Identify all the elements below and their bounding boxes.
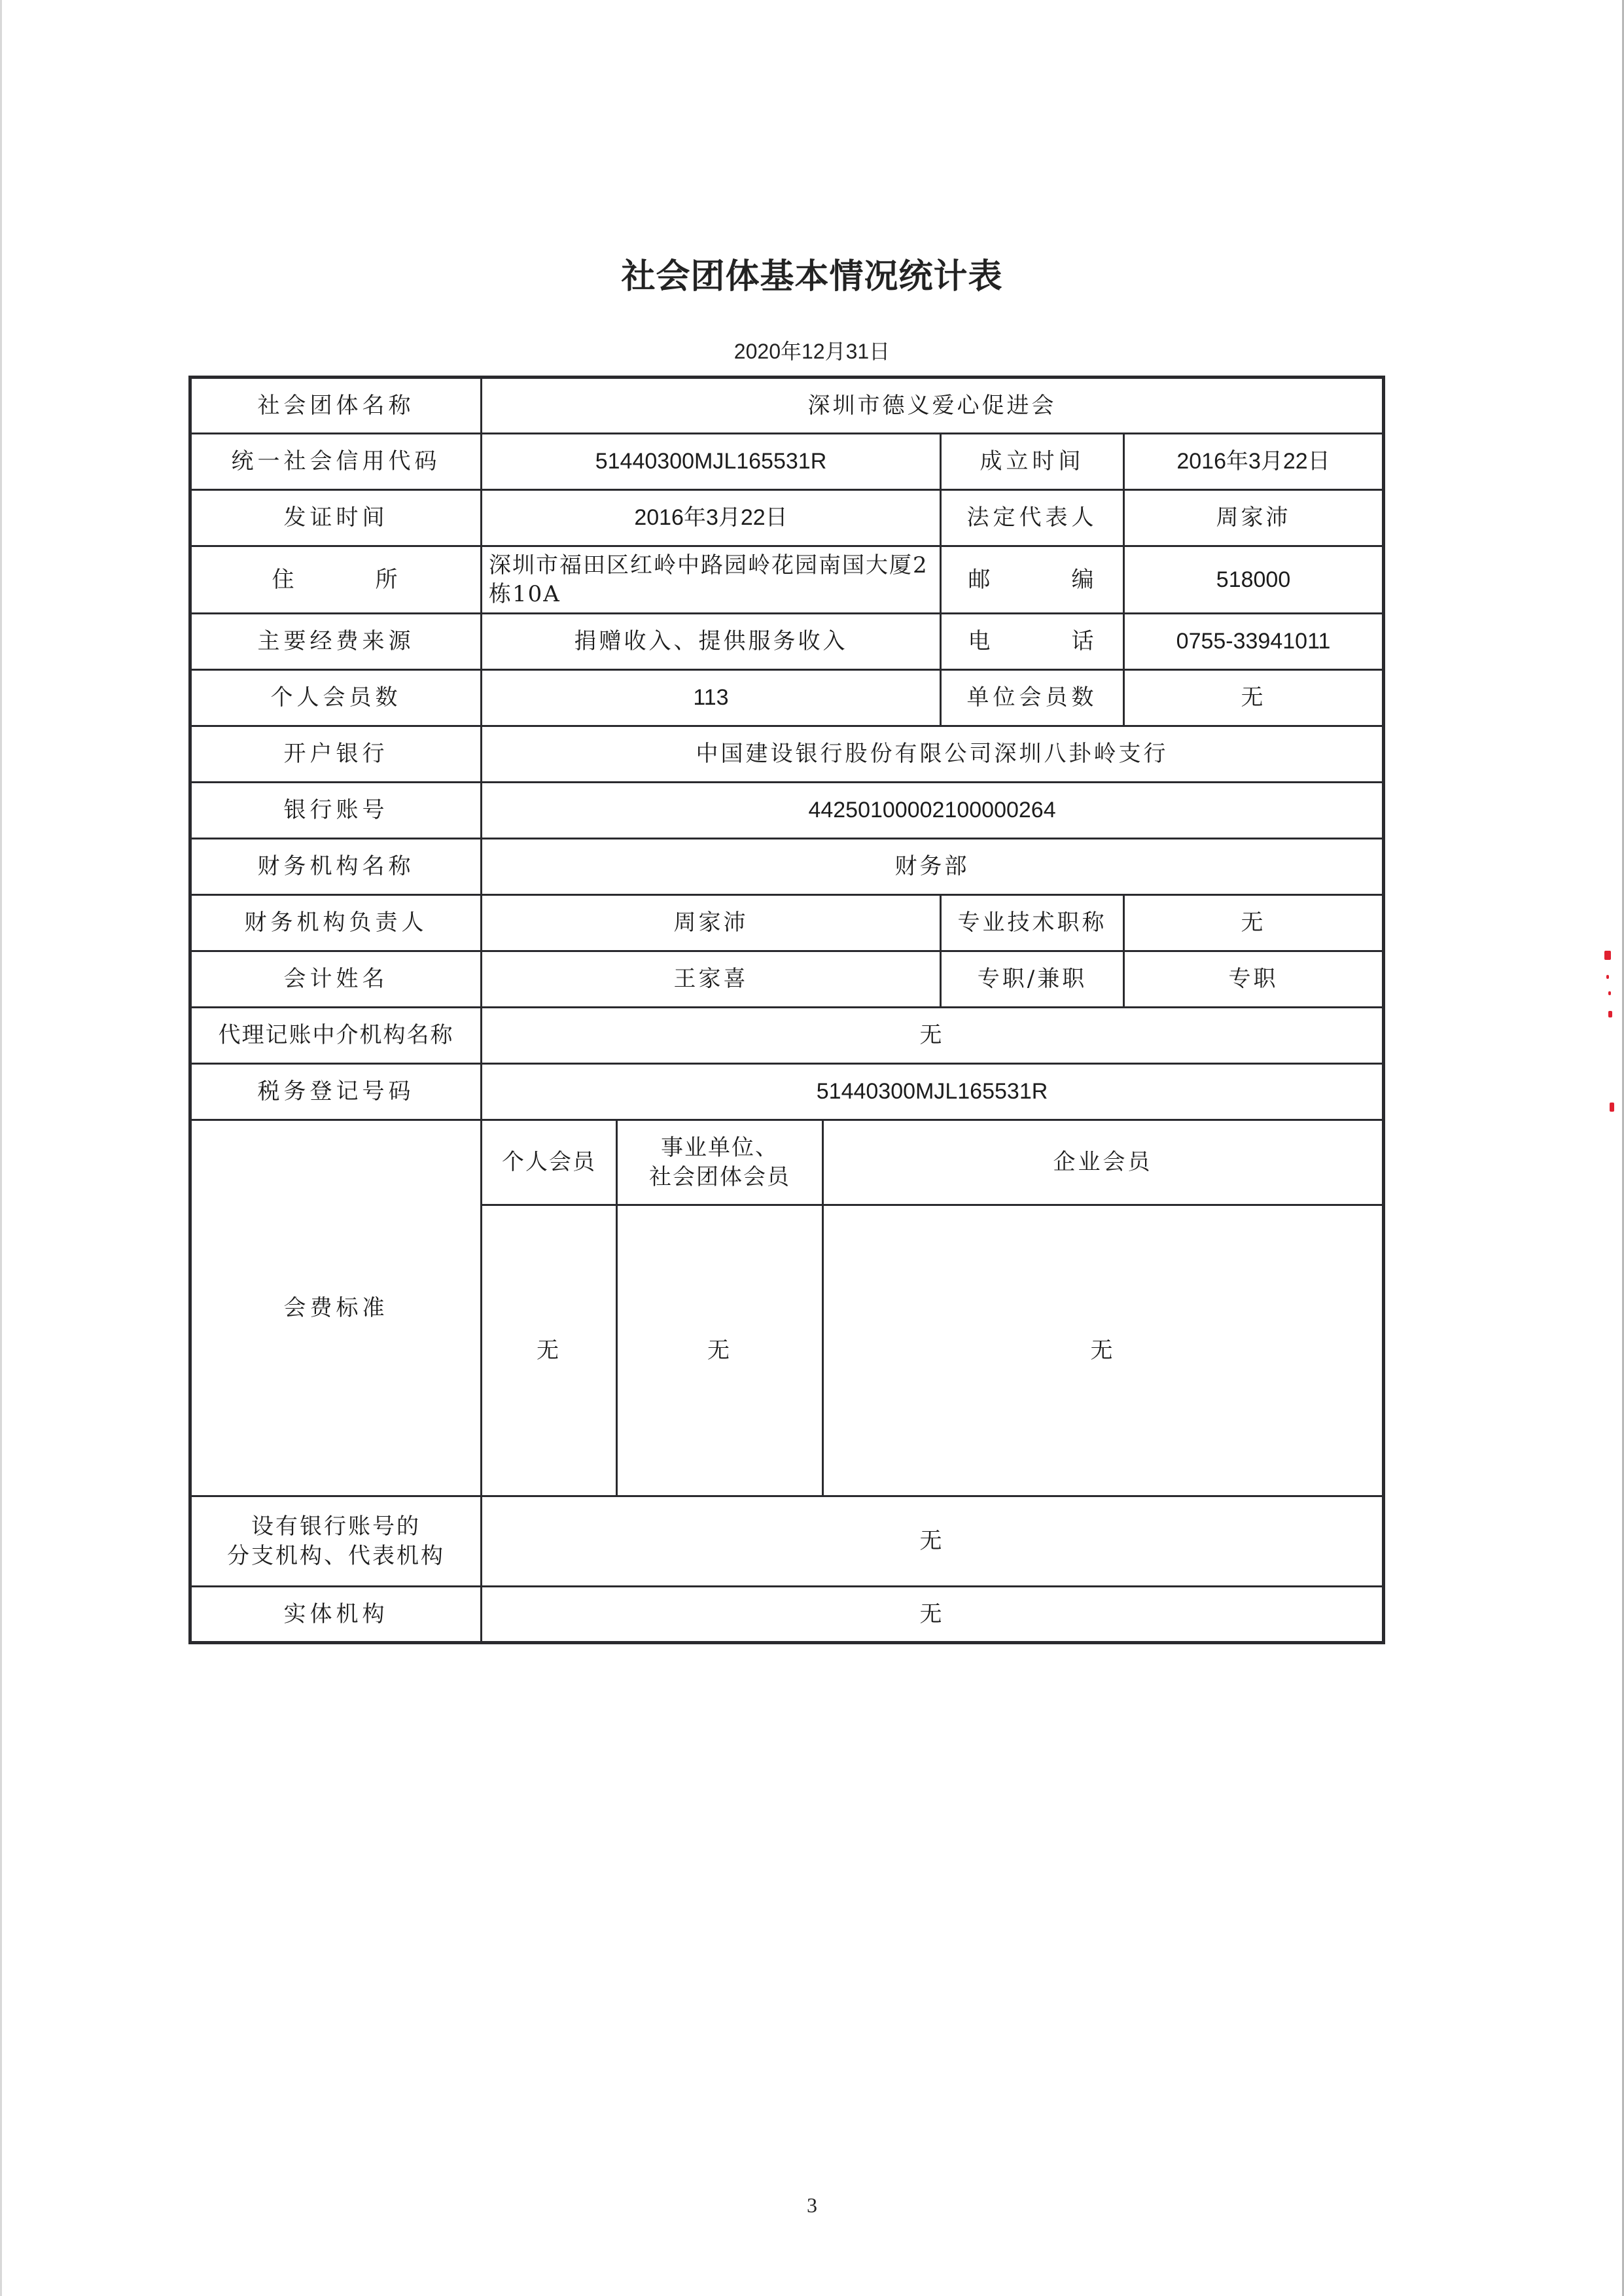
label-employment-type: 专职/兼职	[941, 951, 1124, 1008]
row-funding	[190, 614, 1384, 670]
value-established: 2016年3月22日	[1124, 434, 1384, 490]
fee-value-institution: 无	[617, 1205, 823, 1496]
label-address	[190, 546, 482, 614]
row-org-name	[190, 378, 1384, 434]
value-phone: 0755-33941011	[1124, 614, 1384, 670]
page-number: 3	[807, 2193, 817, 2217]
row-bank	[190, 726, 1384, 783]
label-agency: 代理记账中介机构名称	[190, 1008, 482, 1064]
value-professional-title: 无	[1124, 895, 1384, 951]
label-membership-fee: 会费标准	[190, 1120, 482, 1496]
row-finance-dept	[190, 839, 1384, 895]
label-postcode-b: 编	[1071, 566, 1097, 593]
label-phone-a: 电	[968, 628, 993, 655]
label-unit-members: 单位会员数	[941, 670, 1124, 726]
info-table	[188, 376, 1385, 1644]
value-funding: 捐赠收入、提供服务收入	[482, 614, 941, 670]
fee-header-institution-line2: 社会团体会员	[649, 1163, 790, 1190]
row-bank-account	[190, 783, 1384, 839]
value-finance-head: 周家沛	[482, 895, 941, 951]
label-tax-id: 税务登记号码	[190, 1064, 482, 1120]
value-bank-account: 44250100002100000264	[482, 783, 1384, 839]
stamp-fragment	[1604, 951, 1611, 960]
row-accountant	[190, 951, 1384, 1008]
fee-header-institution	[617, 1120, 823, 1205]
label-bank: 开户银行	[190, 726, 482, 783]
value-individual-members: 113	[482, 670, 941, 726]
value-issue-date: 2016年3月22日	[482, 490, 941, 546]
stamp-fragment	[1608, 991, 1611, 995]
label-postcode-a: 邮	[968, 566, 993, 593]
row-branches	[190, 1496, 1384, 1587]
report-date: 2020年12月31日	[733, 340, 891, 363]
value-employment-type: 专职	[1124, 951, 1384, 1008]
document-title: 社会团体基本情况统计表	[621, 257, 1003, 296]
row-entities	[190, 1587, 1384, 1643]
stamp-fragment	[1610, 1103, 1614, 1112]
value-legal-rep: 周家沛	[1124, 490, 1384, 546]
label-accountant: 会计姓名	[190, 951, 482, 1008]
fee-header-institution-line1: 事业单位、	[661, 1135, 779, 1161]
value-unit-members: 无	[1124, 670, 1384, 726]
label-issue-date: 发证时间	[190, 490, 482, 546]
row-address	[190, 546, 1384, 614]
row-tax-id	[190, 1064, 1384, 1120]
value-branches: 无	[482, 1496, 1384, 1587]
value-postcode: 518000	[1124, 546, 1384, 614]
value-accountant: 王家喜	[482, 951, 941, 1008]
label-entities: 实体机构	[190, 1587, 482, 1643]
value-credit-code: 51440300MJL165531R	[482, 434, 941, 490]
fee-header-individual: 个人会员	[482, 1120, 617, 1205]
fee-value-individual: 无	[482, 1205, 617, 1496]
label-professional-title: 专业技术职称	[941, 895, 1124, 951]
label-credit-code: 统一社会信用代码	[190, 434, 482, 490]
label-org-name: 社会团体名称	[190, 378, 482, 434]
fee-header-enterprise: 企业会员	[823, 1120, 1384, 1205]
row-fee-headers	[190, 1120, 1384, 1205]
label-phone-b: 话	[1071, 628, 1097, 655]
label-legal-rep: 法定代表人	[941, 490, 1124, 546]
row-finance-head	[190, 895, 1384, 951]
label-branches-line2: 分支机构、代表机构	[227, 1542, 445, 1569]
value-org-name: 深圳市德义爱心促进会	[482, 378, 1384, 434]
stamp-fragment	[1606, 975, 1609, 979]
label-branches	[190, 1496, 482, 1587]
stamp-fragment	[1608, 1011, 1612, 1017]
label-address-b: 所	[375, 566, 400, 593]
row-issue-date	[190, 490, 1384, 546]
value-entities: 无	[482, 1587, 1384, 1643]
row-agency	[190, 1008, 1384, 1064]
value-tax-id: 51440300MJL165531R	[482, 1064, 1384, 1120]
label-address-a: 住	[272, 566, 297, 593]
label-established: 成立时间	[941, 434, 1124, 490]
row-credit-code	[190, 434, 1384, 490]
value-agency: 无	[482, 1008, 1384, 1064]
label-individual-members: 个人会员数	[190, 670, 482, 726]
label-finance-head: 财务机构负责人	[190, 895, 482, 951]
value-bank: 中国建设银行股份有限公司深圳八卦岭支行	[482, 726, 1384, 783]
label-phone	[941, 614, 1124, 670]
fee-value-enterprise: 无	[823, 1205, 1384, 1496]
row-members	[190, 670, 1384, 726]
label-postcode	[941, 546, 1124, 614]
value-finance-dept: 财务部	[482, 839, 1384, 895]
label-finance-dept: 财务机构名称	[190, 839, 482, 895]
label-bank-account: 银行账号	[190, 783, 482, 839]
label-funding: 主要经费来源	[190, 614, 482, 670]
label-branches-line1: 设有银行账号的	[251, 1513, 421, 1540]
value-address: 深圳市福田区红岭中路园岭花园南国大厦2栋10A	[482, 546, 941, 614]
